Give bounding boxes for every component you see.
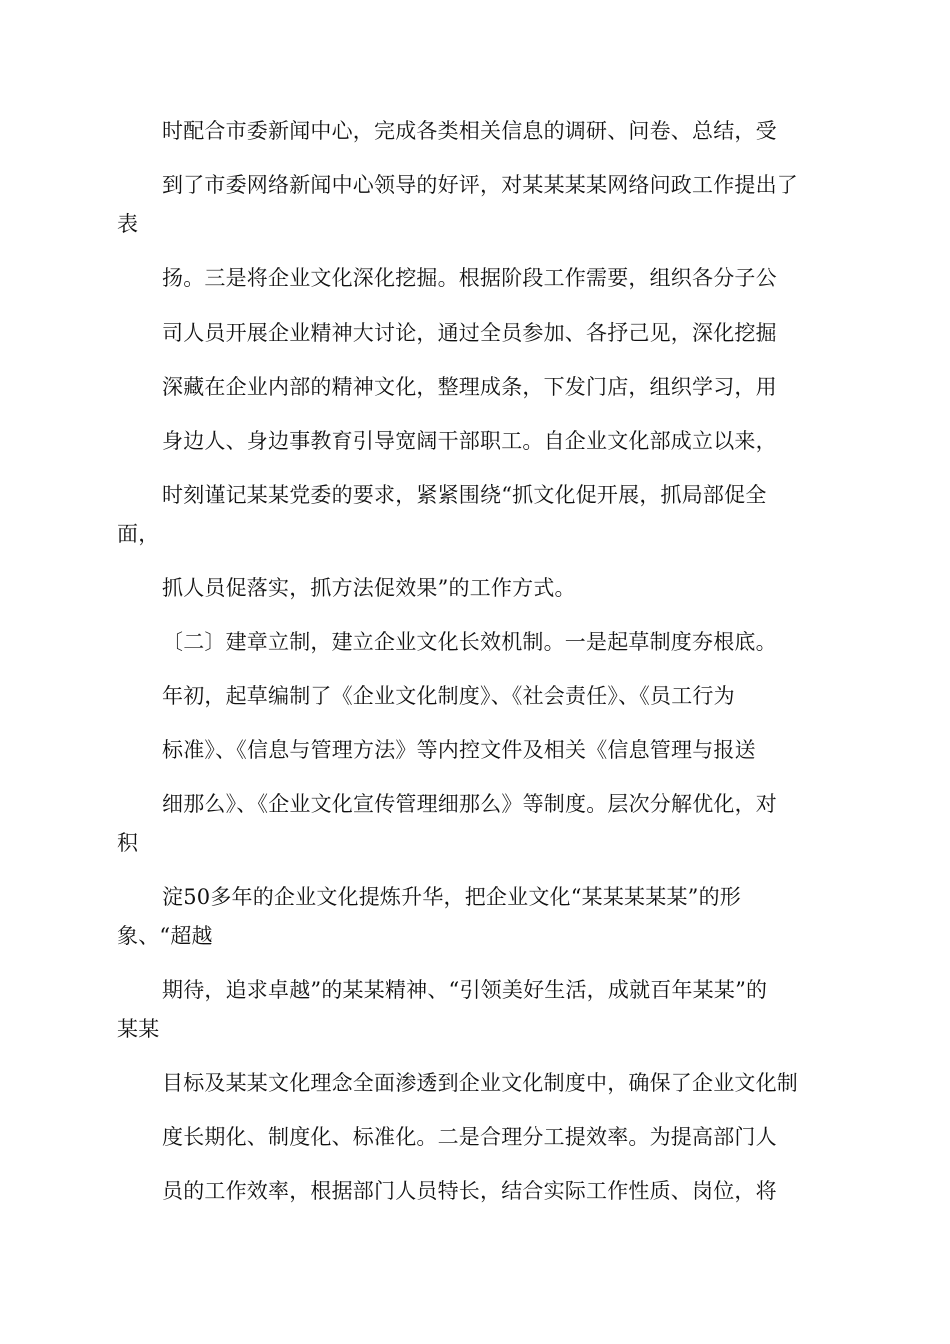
text-line: 时配合市委新闻中心，完成各类相关信息的调研、问卷、总结，受 — [162, 119, 777, 143]
text-line: 年初，起草编制了《企业文化制度》、《社会责任》、《员工行为 — [162, 684, 735, 708]
text-line: 某某 — [117, 1017, 160, 1041]
text-line: 表 — [117, 212, 139, 236]
text-line: 细那么》、《企业文化宣传管理细那么》等制度。层次分解优化，对 — [162, 792, 777, 816]
text-line: 度长期化、制度化、标准化。二是合理分工提效率。为提高部门人 — [162, 1125, 777, 1149]
text-line: 时刻谨记某某党委的要求，紧紧围绕“抓文化促开展，抓局部促全 — [162, 483, 767, 507]
text-line: 期待，追求卓越”的某某精神、“引领美好生活，成就百年某某”的 — [162, 978, 768, 1002]
text-line: 身边人、身边事教育引导宽阔干部职工。自企业文化部成立以来， — [162, 429, 777, 453]
text-line: 面， — [117, 522, 160, 546]
text-line: 淀50多年的企业文化提炼升华，把企业文化“某某某某某”的形 — [162, 885, 741, 909]
text-line: 扬。三是将企业文化深化挖掘。根据阶段工作需要，组织各分子公 — [162, 266, 777, 290]
text-line: 到了市委网络新闻中心领导的好评，对某某某某网络问政工作提出了 — [162, 173, 798, 197]
text-line: 员的工作效率，根据部门人员特长，结合实际工作性质、岗位，将 — [162, 1179, 777, 1203]
text-line: 标准》、《信息与管理方法》等内控文件及相关《信息管理与报送 — [162, 738, 756, 762]
text-line: 象、“超越 — [117, 924, 213, 948]
text-line: 〔二〕建章立制，建立企业文化长效机制。一是起草制度夯根底。 — [162, 630, 777, 654]
text-line: 抓人员促落实，抓方法促效果”的工作方式。 — [162, 576, 576, 600]
text-line: 司人员开展企业精神大讨论，通过全员参加、各抒己见，深化挖掘 — [162, 321, 777, 345]
text-line: 积 — [117, 831, 139, 855]
text-line: 深藏在企业内部的精神文化，整理成条，下发门店，组织学习，用 — [162, 375, 777, 399]
text-line: 目标及某某文化理念全面渗透到企业文化制度中，确保了企业文化制 — [162, 1071, 798, 1095]
